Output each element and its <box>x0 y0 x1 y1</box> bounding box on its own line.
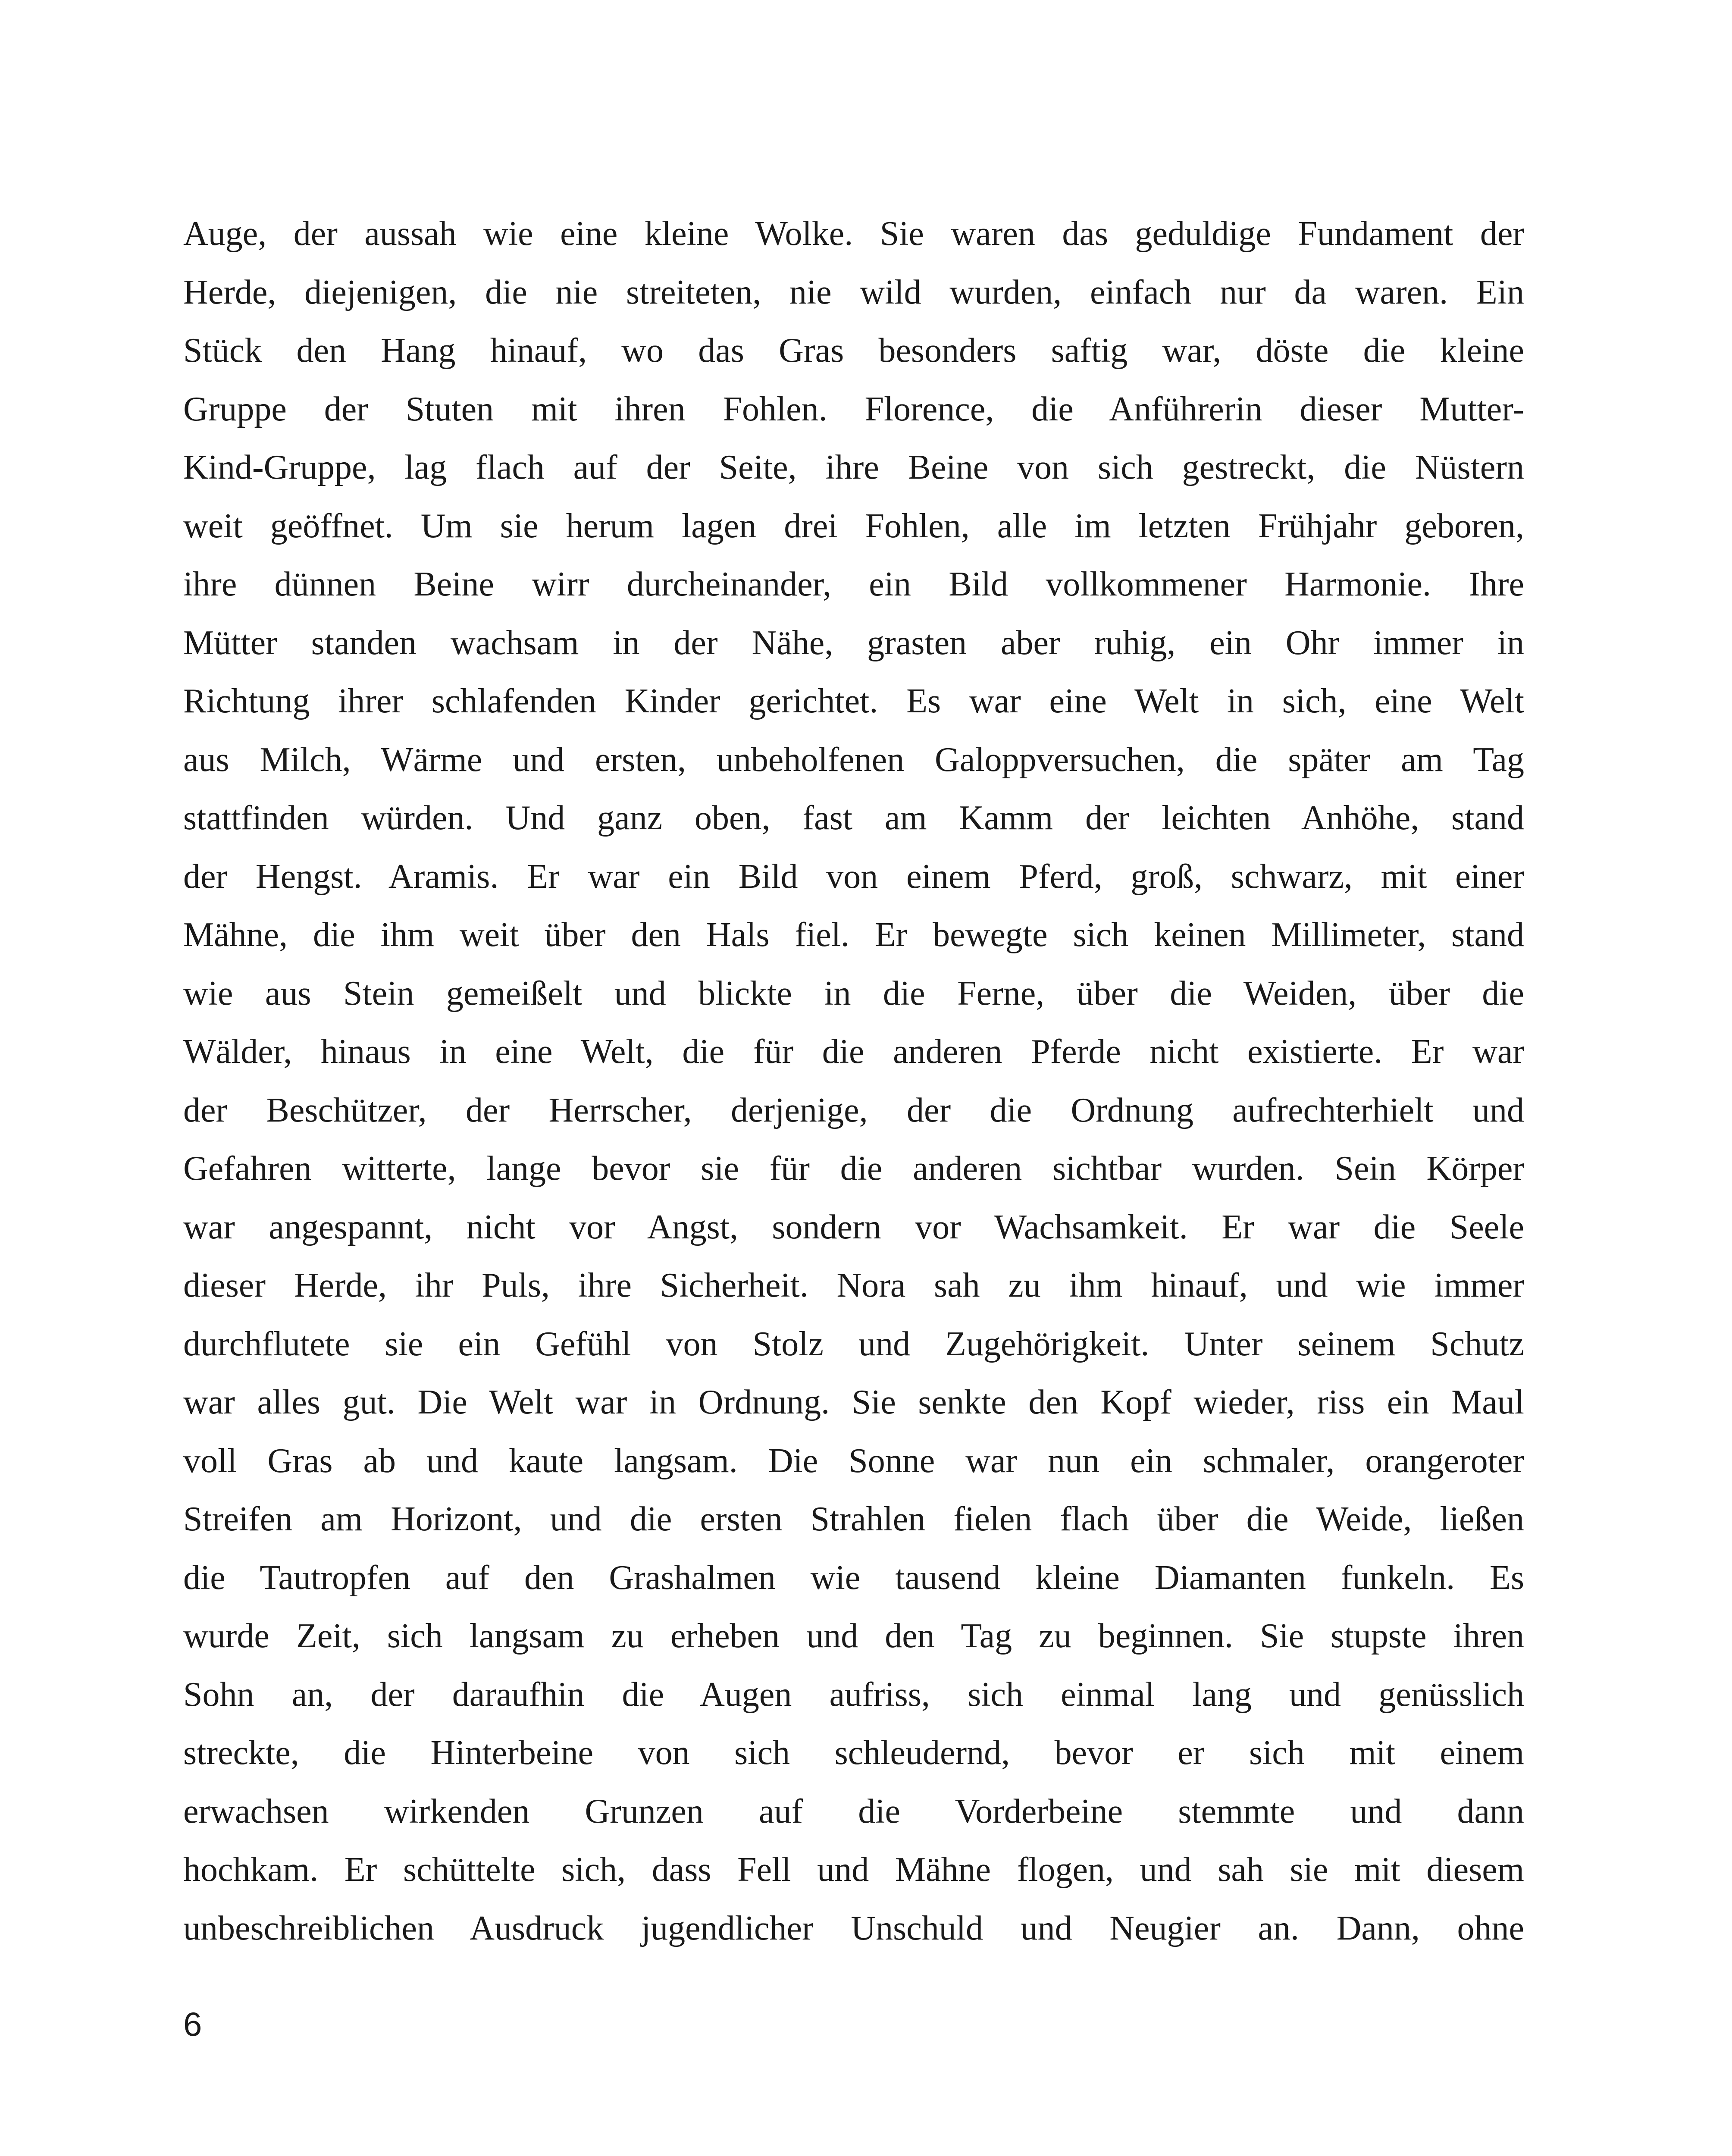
text-line: Herde, diejenigen, die nie streiteten, nie wild wurden, einfach nur da waren. Ein <box>183 273 1524 311</box>
text-line: voll Gras ab und kaute langsam. Die Sonne war nun ein schmaler, orangeroter <box>183 1442 1524 1480</box>
text-line: Mütter standen wachsam in der Nähe, grasten aber ruhig, ein Ohr immer in <box>183 624 1524 662</box>
text-line: der Beschützer, der Herrscher, derjenige, der die Ordnung aufrechterhielt und <box>183 1091 1524 1129</box>
text-line: aus Milch, Wärme und ersten, unbeholfenen Galoppversuchen, die später am Tag <box>183 740 1524 779</box>
text-line: Wälder, hinaus in eine Welt, die für die anderen Pferde nicht existierte. Er war <box>183 1033 1524 1071</box>
text-line: war angespannt, nicht vor Angst, sondern vor Wachsamkeit. Er war die Seele <box>183 1208 1524 1246</box>
text-line: Gefahren witterte, lange bevor sie für die anderen sichtbar wurden. Sein Körper <box>183 1150 1524 1188</box>
text-line: Richtung ihrer schlafenden Kinder gerichtet. Es war eine Welt in sich, eine Welt <box>183 682 1524 720</box>
text-line: Gruppe der Stuten mit ihren Fohlen. Florence, die Anführerin dieser Mutter- <box>183 390 1524 428</box>
text-line: dieser Herde, ihr Puls, ihre Sicherheit. Nora sah zu ihm hinauf, und wie immer <box>183 1266 1524 1304</box>
text-line: weit geöffnet. Um sie herum lagen drei Fohlen, alle im letzten Frühjahr geboren, <box>183 507 1524 545</box>
text-line: Kind-Gruppe, lag flach auf der Seite, ihre Beine von sich gestreckt, die Nüstern <box>183 448 1524 486</box>
text-line: die Tautropfen auf den Grashalmen wie tausend kleine Diamanten funkeln. Es <box>183 1558 1524 1597</box>
text-line: Auge, der aussah wie eine kleine Wolke. Sie waren das geduldige Fundament der <box>183 215 1524 253</box>
text-line: Mähne, die ihm weit über den Hals fiel. Er bewegte sich keinen Millimeter, stand <box>183 916 1524 954</box>
text-line: Streifen am Horizont, und die ersten Strahlen fielen flach über die Weide, ließen <box>183 1500 1524 1538</box>
body-text <box>183 205 1524 1958</box>
text-line: hochkam. Er schüttelte sich, dass Fell und Mähne flogen, und sah sie mit diesem <box>183 1851 1524 1889</box>
text-line: Sohn an, der daraufhin die Augen aufriss, sich einmal lang und genüsslich <box>183 1675 1524 1714</box>
text-line: stattfinden würden. Und ganz oben, fast am Kamm der leichten Anhöhe, stand <box>183 799 1524 837</box>
text-line: wurde Zeit, sich langsam zu erheben und den Tag zu beginnen. Sie stupste ihren <box>183 1617 1524 1655</box>
text-line: streckte, die Hinterbeine von sich schleudernd, bevor er sich mit einem <box>183 1734 1524 1772</box>
text-line: unbeschreiblichen Ausdruck jugendlicher Unschuld und Neugier an. Dann, ohne <box>183 1909 1524 1947</box>
text-line: ihre dünnen Beine wirr durcheinander, ein Bild vollkommener Harmonie. Ihre <box>183 565 1524 603</box>
page-number: 6 <box>183 2005 202 2043</box>
text-line: erwachsen wirkenden Grunzen auf die Vorderbeine stemmte und dann <box>183 1792 1524 1830</box>
text-line: wie aus Stein gemeißelt und blickte in die Ferne, über die Weiden, über die <box>183 974 1524 1012</box>
text-line: war alles gut. Die Welt war in Ordnung. Sie senkte den Kopf wieder, riss ein Maul <box>183 1383 1524 1421</box>
text-line: der Hengst. Aramis. Er war ein Bild von einem Pferd, groß, schwarz, mit einer <box>183 857 1524 896</box>
text-line: durchflutete sie ein Gefühl von Stolz und Zugehörigkeit. Unter seinem Schutz <box>183 1325 1524 1363</box>
text-line: Stück den Hang hinauf, wo das Gras besonders saftig war, döste die kleine <box>183 332 1524 370</box>
